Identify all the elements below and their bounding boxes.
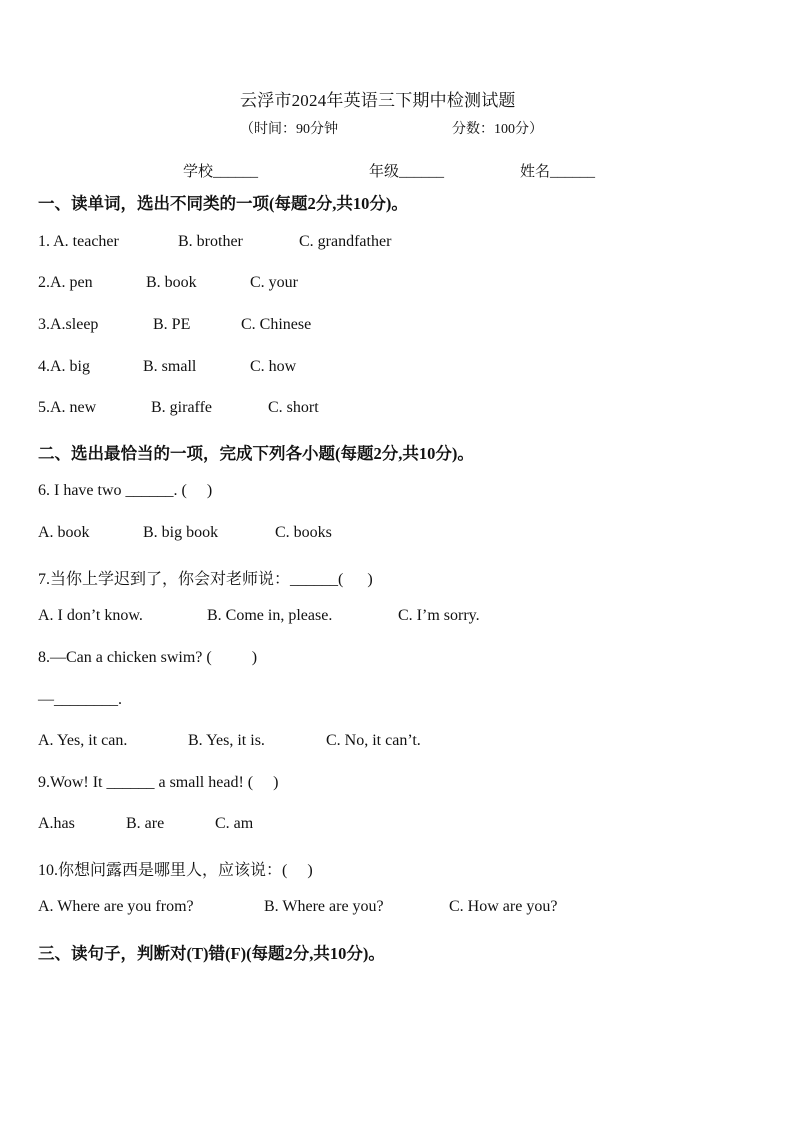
answer-blank: —________. <box>38 691 122 708</box>
option-a: A.has <box>38 815 75 832</box>
grade-field: 年级______ <box>369 164 445 180</box>
option-a: 4.A. big <box>38 358 90 375</box>
option-a: 1. A. teacher <box>38 233 119 250</box>
option-a: A. book <box>38 524 90 541</box>
question-stem: 6. I have two ______. ( ) <box>38 482 213 499</box>
option-b: B. PE <box>153 316 191 333</box>
option-c: C. how <box>250 358 297 375</box>
option-b: B. Where are you? <box>264 898 384 915</box>
option-c: C. How are you? <box>449 898 558 915</box>
option-b: B. big book <box>143 524 219 541</box>
option-b: B. giraffe <box>151 399 213 416</box>
option-b: B. are <box>126 815 165 832</box>
option-a: A. Where are you from? <box>38 898 194 915</box>
school-field: 学校______ <box>183 164 259 180</box>
exam-score: 分数：100分） <box>452 122 543 137</box>
option-b: B. Come in, please. <box>207 607 333 624</box>
option-b: B. brother <box>178 233 243 250</box>
section-2-heading: 二、选出最恰当的一项，完成下列各小题(每题2分,共10分)。 <box>38 444 474 463</box>
option-c: C. I’m sorry. <box>398 607 480 624</box>
option-c: C. books <box>275 524 332 541</box>
option-b: B. Yes, it is. <box>188 732 265 749</box>
option-b: B. book <box>146 274 197 291</box>
page-title: 云浮市2024年英语三下期中检测试题 <box>240 91 516 110</box>
option-c: C. No, it can’t. <box>326 732 421 749</box>
section-3-heading: 三、读句子，判断对(T)错(F)(每题2分,共10分)。 <box>38 944 385 963</box>
option-c: C. grandfather <box>299 233 392 250</box>
option-a: 5.A. new <box>38 399 97 416</box>
question-stem: 8.—Can a chicken swim? ( ) <box>38 649 258 666</box>
option-a: 2.A. pen <box>38 274 93 291</box>
name-field: 姓名______ <box>520 164 596 180</box>
option-c: C. Chinese <box>241 316 312 333</box>
exam-time: （时间：90分钟 <box>240 122 338 137</box>
question-stem: 7.当你上学迟到了，你会对老师说：______( ) <box>38 571 373 588</box>
option-b: B. small <box>143 358 197 375</box>
option-a: 3.A.sleep <box>38 316 99 333</box>
question-stem: 9.Wow! It ______ a small head! ( ) <box>38 774 279 791</box>
option-a: A. Yes, it can. <box>38 732 128 749</box>
option-c: C. short <box>268 399 319 416</box>
section-1-heading: 一、读单词，选出不同类的一项(每题2分,共10分)。 <box>38 194 408 213</box>
question-stem: 10.你想问露西是哪里人，应该说：( ) <box>38 862 313 879</box>
option-c: C. am <box>215 815 254 832</box>
option-a: A. I don’t know. <box>38 607 143 624</box>
option-c: C. your <box>250 274 298 291</box>
